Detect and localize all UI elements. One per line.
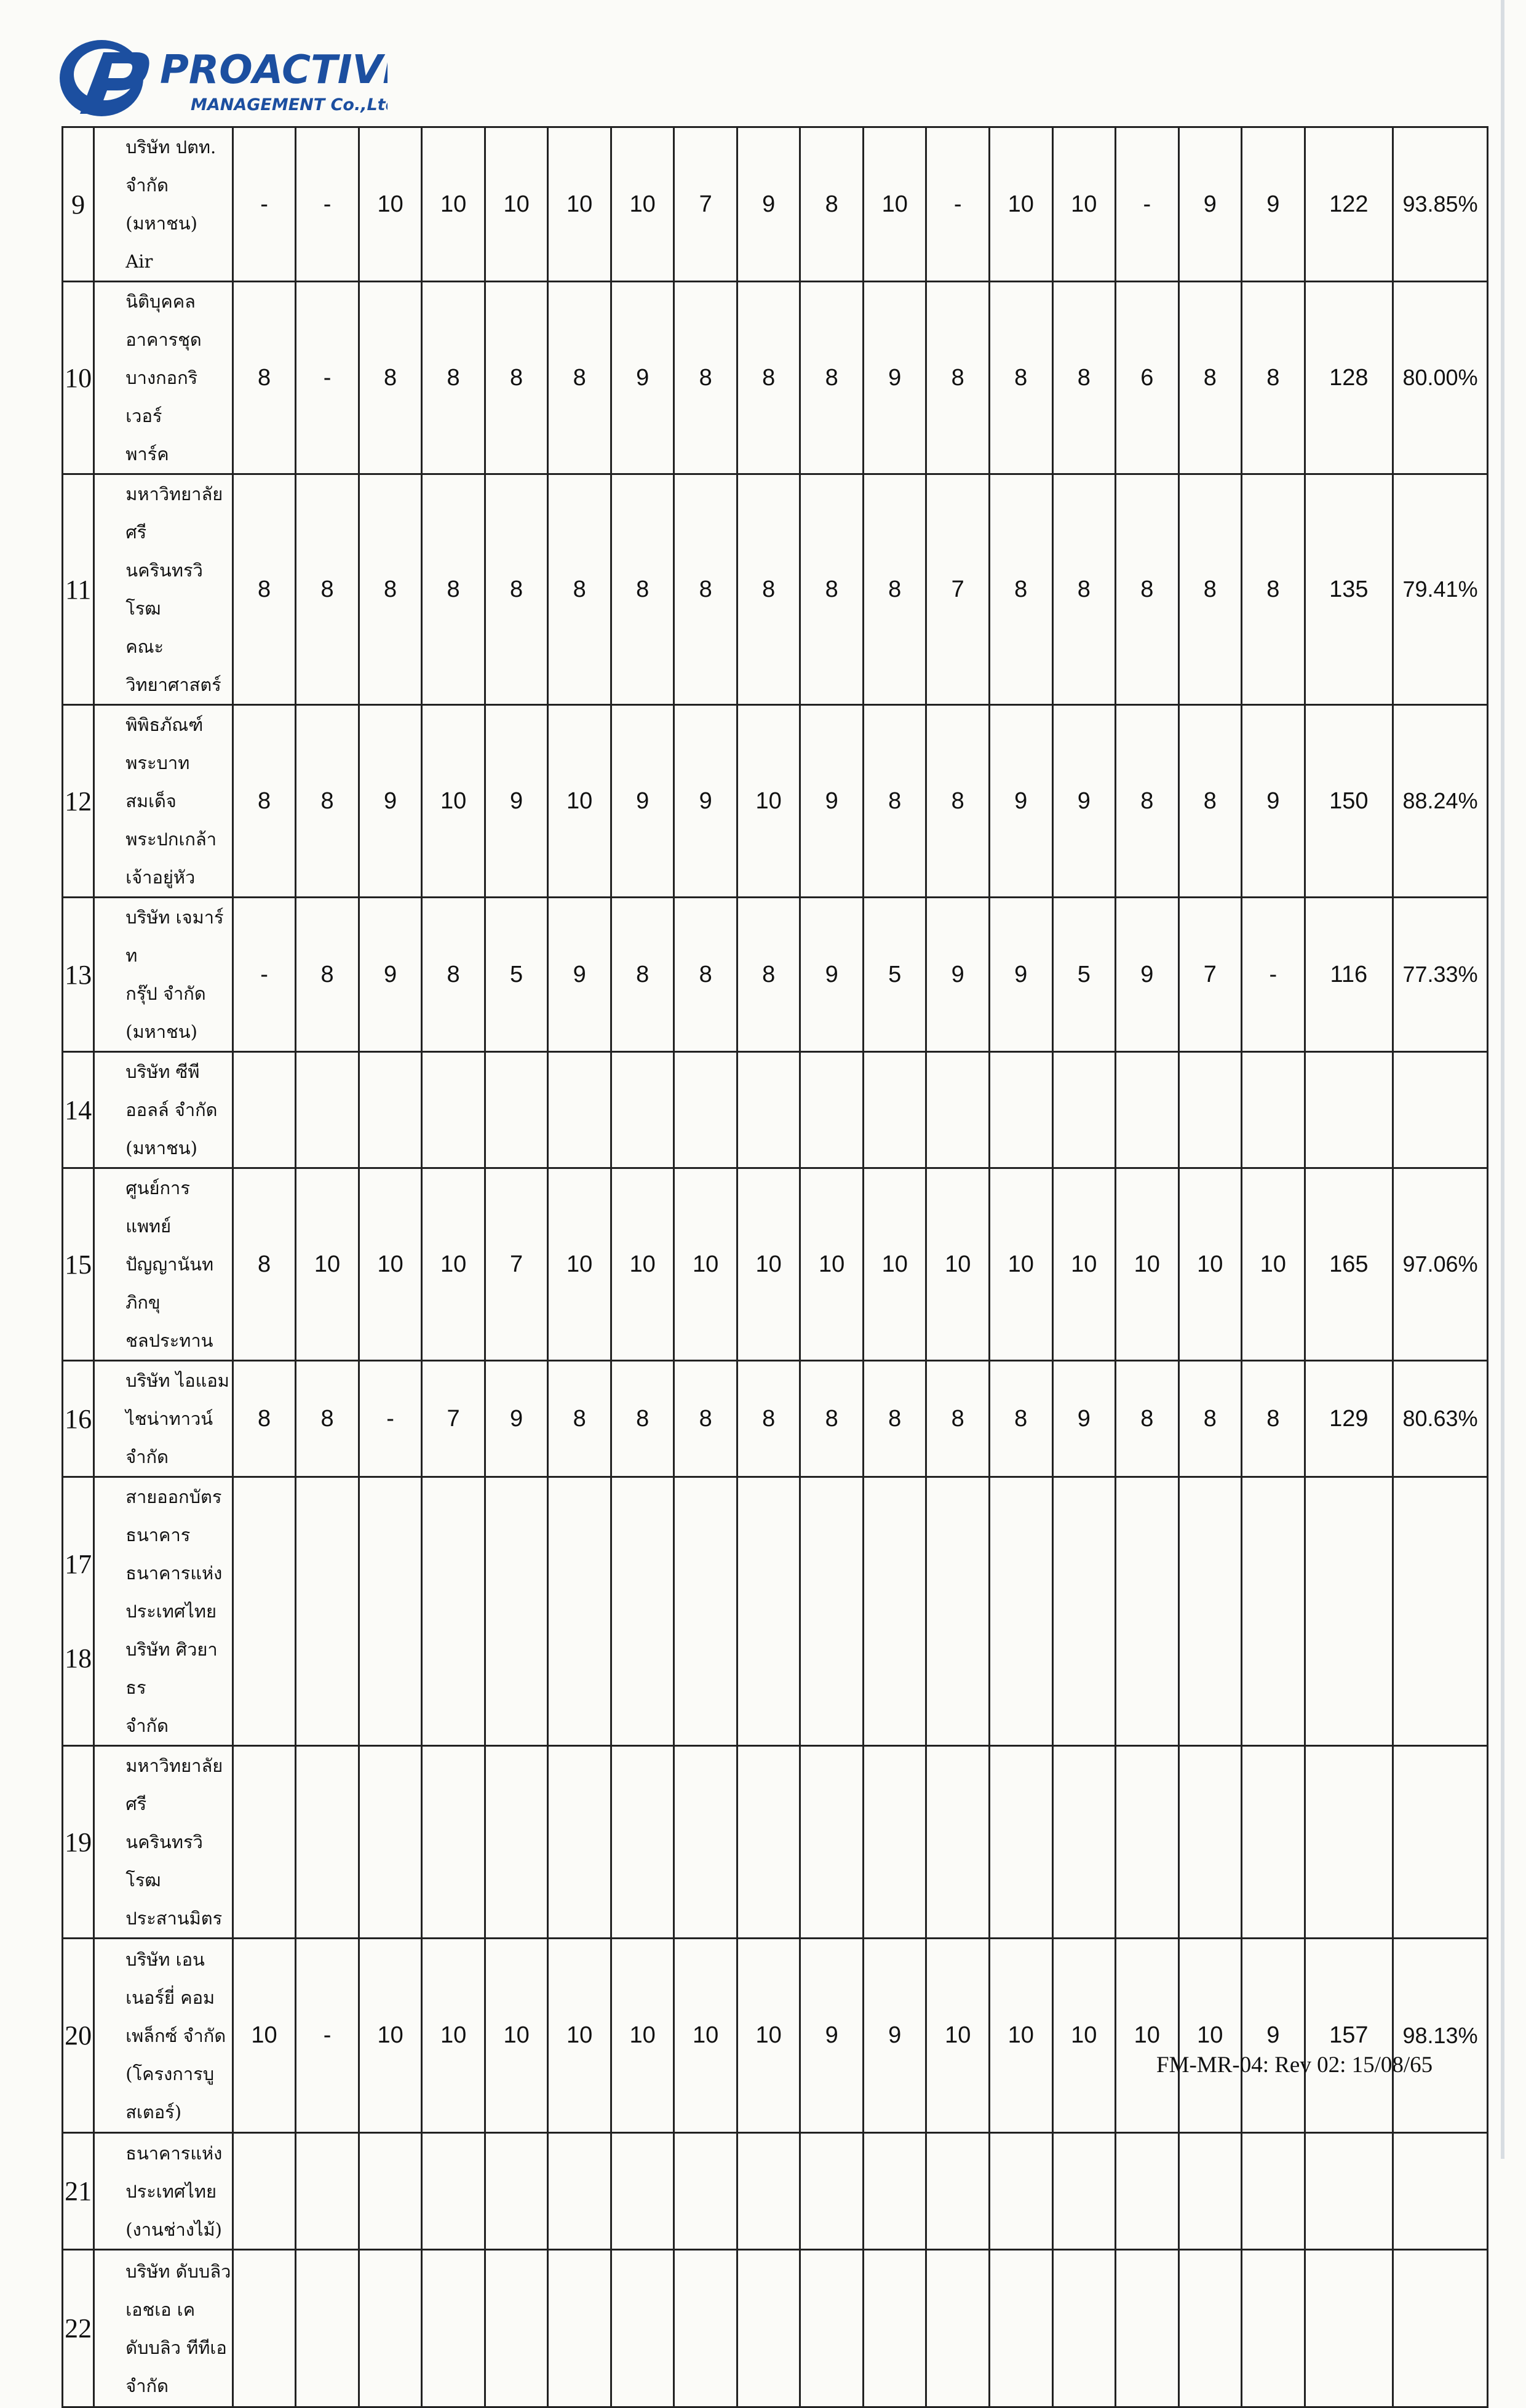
score-cell: [800, 2133, 864, 2250]
organization-name: สายออกบัตร ธนาคาร ธนาคารแห่ง ประเทศไทย บริษัท ศิวยาธร จำกัด: [94, 1477, 233, 1746]
score-cell: [548, 2133, 611, 2250]
score-cell: 10: [1052, 127, 1116, 282]
score-cell: [359, 2250, 422, 2407]
score-cell: 7: [485, 1168, 548, 1361]
score-cell: 10: [674, 1939, 737, 2133]
percentage: 79.41%: [1393, 474, 1488, 705]
score-cell: 10: [737, 705, 800, 898]
row-number: 17 18: [63, 1477, 94, 1746]
total-score: [1305, 2250, 1393, 2407]
score-cell: 10: [800, 1168, 864, 1361]
score-cell: 8: [674, 282, 737, 474]
score-cell: 8: [296, 1361, 359, 1477]
score-cell: 10: [989, 1168, 1052, 1361]
score-cell: 8: [1242, 474, 1305, 705]
score-cell: [296, 2133, 359, 2250]
score-cell: [926, 2133, 990, 2250]
score-cell: 8: [926, 705, 990, 898]
score-cell: 10: [737, 1168, 800, 1361]
score-cell: 9: [926, 898, 990, 1052]
score-cell: [674, 1746, 737, 1939]
percentage: [1393, 2133, 1488, 2250]
score-cell: [863, 2250, 926, 2407]
table-row: [63, 474, 1488, 705]
total-score: [1305, 1746, 1393, 1939]
score-cell: 10: [422, 1939, 485, 2133]
document-code: FM-MR-04: Rev 02: 15/08/65: [1156, 2052, 1433, 2078]
row-number: 15: [63, 1168, 94, 1361]
total-score: 150: [1305, 705, 1393, 898]
score-cell: [422, 1477, 485, 1746]
score-cell: 10: [548, 1168, 611, 1361]
score-cell: 8: [800, 1361, 864, 1477]
organization-name: นิติบุคคล อาคารชุด บางกอกริเวอร์ พาร์ค: [94, 282, 233, 474]
percentage: 93.85%: [1393, 127, 1488, 282]
score-cell: 8: [989, 282, 1052, 474]
score-cell: 9: [1116, 898, 1179, 1052]
score-cell: [863, 2133, 926, 2250]
score-cell: [232, 1746, 296, 1939]
score-cell: 10: [926, 1939, 990, 2133]
score-cell: -: [359, 1361, 422, 1477]
score-cell: -: [1242, 898, 1305, 1052]
score-cell: 9: [989, 705, 1052, 898]
percentage: 88.24%: [1393, 705, 1488, 898]
total-score: 122: [1305, 127, 1393, 282]
score-cell: 10: [548, 1939, 611, 2133]
score-cell: 5: [1052, 898, 1116, 1052]
table-row: [63, 1168, 1488, 1361]
score-cell: [485, 1477, 548, 1746]
score-cell: 8: [863, 1361, 926, 1477]
organization-name: พิพิธภัณฑ์ พระบาทสมเด็จ พระปกเกล้า เจ้าอยู่หัว: [94, 705, 233, 898]
logo-sub-text: MANAGEMENT Co.,Ltd.: [191, 95, 387, 114]
total-score: [1305, 1477, 1393, 1746]
score-cell: 10: [485, 127, 548, 282]
score-cell: 8: [296, 474, 359, 705]
row-number: 14: [63, 1052, 94, 1168]
score-cell: 8: [1116, 1361, 1179, 1477]
score-cell: [611, 2133, 674, 2250]
percentage: [1393, 1052, 1488, 1168]
score-cell: 10: [548, 127, 611, 282]
score-cell: [1178, 2133, 1242, 2250]
percentage: [1393, 1477, 1488, 1746]
percentage: 98.13%: [1393, 1939, 1488, 2133]
row-number: 10: [63, 282, 94, 474]
score-cell: [548, 1746, 611, 1939]
score-cell: 8: [737, 1361, 800, 1477]
score-cell: 8: [1116, 474, 1179, 705]
score-cell: [1052, 1477, 1116, 1746]
score-cell: 8: [296, 898, 359, 1052]
organization-name: ธนาคารแห่ง ประเทศไทย (งานช่างไม้): [94, 2133, 233, 2250]
table-row: [63, 705, 1488, 898]
score-cell: 8: [611, 474, 674, 705]
score-cell: 10: [674, 1168, 737, 1361]
score-cell: 8: [232, 282, 296, 474]
score-cell: 10: [232, 1939, 296, 2133]
table-row: [63, 127, 1488, 282]
score-cell: 6: [1116, 282, 1179, 474]
score-cell: 8: [737, 282, 800, 474]
score-cell: [232, 1477, 296, 1746]
score-cell: 9: [1052, 705, 1116, 898]
score-cell: 8: [232, 1168, 296, 1361]
score-cell: 10: [485, 1939, 548, 2133]
score-cell: 7: [674, 127, 737, 282]
score-cell: 10: [359, 1939, 422, 2133]
organization-name: บริษัท ซีพี ออลล์ จำกัด (มหาชน): [94, 1052, 233, 1168]
score-cell: 10: [1178, 1939, 1242, 2133]
score-cell: [737, 1052, 800, 1168]
score-cell: [1242, 1052, 1305, 1168]
percentage: 80.63%: [1393, 1361, 1488, 1477]
score-cell: 8: [422, 898, 485, 1052]
percentage: [1393, 2250, 1488, 2407]
score-cell: [485, 1746, 548, 1939]
score-cell: [611, 1477, 674, 1746]
table-row: [63, 2133, 1488, 2250]
score-cell: 9: [548, 898, 611, 1052]
score-cell: [296, 1477, 359, 1746]
score-cell: 10: [863, 127, 926, 282]
score-cell: 10: [926, 1168, 990, 1361]
score-cell: [422, 2250, 485, 2407]
score-cell: 8: [737, 474, 800, 705]
total-score: 128: [1305, 282, 1393, 474]
total-score: 135: [1305, 474, 1393, 705]
score-cell: [611, 1746, 674, 1939]
table-row: [63, 1361, 1488, 1477]
score-cell: [737, 1746, 800, 1939]
score-cell: 8: [1178, 1361, 1242, 1477]
score-cell: 7: [422, 1361, 485, 1477]
table-row: [63, 1052, 1488, 1168]
score-cell: [800, 2250, 864, 2407]
score-cell: [989, 2133, 1052, 2250]
score-cell: [800, 1746, 864, 1939]
score-cell: 10: [611, 1168, 674, 1361]
score-cell: 10: [359, 127, 422, 282]
score-cell: [548, 1052, 611, 1168]
organization-name: มหาวิทยาลัยศรี นครินทรวิโรฒ คณะ วิทยาศาสตร์: [94, 474, 233, 705]
score-cell: 8: [926, 282, 990, 474]
organization-name: บริษัท เอน เนอร์ยี่ คอม เพล็กซ์ จำกัด (โครงการบู สเตอร์): [94, 1939, 233, 2133]
score-cell: 10: [1052, 1939, 1116, 2133]
score-cell: [737, 2133, 800, 2250]
score-cell: [548, 2250, 611, 2407]
score-cell: [926, 1746, 990, 1939]
score-cell: 9: [1242, 127, 1305, 282]
score-cell: 8: [232, 474, 296, 705]
score-cell: 8: [1178, 282, 1242, 474]
row-number: 21: [63, 2133, 94, 2250]
score-cell: 8: [232, 1361, 296, 1477]
score-cell: 9: [485, 1361, 548, 1477]
row-number: 19: [63, 1746, 94, 1939]
row-number: 13: [63, 898, 94, 1052]
score-cell: [674, 1477, 737, 1746]
score-cell: 10: [1116, 1939, 1179, 2133]
score-cell: 5: [863, 898, 926, 1052]
score-cell: [800, 1477, 864, 1746]
score-cell: 9: [611, 705, 674, 898]
score-cell: 8: [359, 474, 422, 705]
row-number: 11: [63, 474, 94, 705]
score-cell: [611, 2250, 674, 2407]
score-cell: [1242, 1477, 1305, 1746]
score-cell: 10: [1116, 1168, 1179, 1361]
score-cell: 8: [359, 282, 422, 474]
score-cell: [1052, 1052, 1116, 1168]
score-cell: [1116, 1477, 1179, 1746]
score-cell: 10: [611, 1939, 674, 2133]
score-cell: 9: [485, 705, 548, 898]
score-cell: [422, 2133, 485, 2250]
score-cell: 8: [1052, 282, 1116, 474]
organization-name: ศูนย์การแพทย์ ปัญญานันท ภิกขุ ชลประทาน: [94, 1168, 233, 1361]
organization-name: บริษัท เจมาร์ท กรุ๊ป จำกัด (มหาชน): [94, 898, 233, 1052]
score-cell: [485, 2250, 548, 2407]
score-cell: 7: [1178, 898, 1242, 1052]
score-cell: 8: [674, 898, 737, 1052]
score-cell: -: [1116, 127, 1179, 282]
score-cell: [1178, 2250, 1242, 2407]
score-cell: 10: [296, 1168, 359, 1361]
score-cell: 9: [737, 127, 800, 282]
score-cell: [548, 1477, 611, 1746]
row-number: 20: [63, 1939, 94, 2133]
score-cell: [232, 2133, 296, 2250]
score-cell: 8: [1116, 705, 1179, 898]
total-score: [1305, 2133, 1393, 2250]
score-cell: 9: [1052, 1361, 1116, 1477]
score-cell: 8: [1242, 282, 1305, 474]
score-cell: 8: [548, 282, 611, 474]
score-cell: [485, 2133, 548, 2250]
score-cell: 8: [863, 705, 926, 898]
score-cell: [1178, 1477, 1242, 1746]
score-cell: [1052, 2133, 1116, 2250]
row-number: 22: [63, 2250, 94, 2407]
score-cell: 9: [611, 282, 674, 474]
score-cell: 10: [737, 1939, 800, 2133]
score-cell: 9: [1242, 1939, 1305, 2133]
score-cell: 10: [422, 705, 485, 898]
row-number: 9: [63, 127, 94, 282]
score-cell: 8: [989, 1361, 1052, 1477]
score-cell: [1178, 1052, 1242, 1168]
score-cell: [1242, 2250, 1305, 2407]
score-cell: [674, 2250, 737, 2407]
score-cell: 8: [232, 705, 296, 898]
score-cell: -: [232, 127, 296, 282]
score-cell: [359, 1477, 422, 1746]
score-cell: [1116, 1052, 1179, 1168]
score-cell: 9: [800, 1939, 864, 2133]
table-row: [63, 2250, 1488, 2407]
score-cell: [1116, 2133, 1179, 2250]
score-cell: 5: [485, 898, 548, 1052]
score-cell: 10: [359, 1168, 422, 1361]
score-cell: 8: [548, 474, 611, 705]
score-cell: 8: [800, 474, 864, 705]
score-cell: [485, 1052, 548, 1168]
score-cell: [1052, 1746, 1116, 1939]
score-cell: [422, 1746, 485, 1939]
organization-name: บริษัท ดับบลิว เอชเอ เค ดับบลิว ทีทีเอ จำกัด: [94, 2250, 233, 2407]
score-cell: 8: [926, 1361, 990, 1477]
score-cell: 10: [1178, 1168, 1242, 1361]
score-cell: [296, 1052, 359, 1168]
score-cell: [737, 1477, 800, 1746]
score-cell: [863, 1477, 926, 1746]
total-score: 157: [1305, 1939, 1393, 2133]
score-cell: 8: [800, 282, 864, 474]
score-cell: [296, 1746, 359, 1939]
score-cell: [1116, 1746, 1179, 1939]
page-edge-shadow: [1501, 0, 1504, 2159]
score-cell: [926, 2250, 990, 2407]
score-cell: [359, 1746, 422, 1939]
score-cell: 10: [1242, 1168, 1305, 1361]
score-cell: [989, 1477, 1052, 1746]
score-cell: 8: [989, 474, 1052, 705]
score-cell: [989, 1052, 1052, 1168]
score-cell: -: [296, 127, 359, 282]
total-score: 116: [1305, 898, 1393, 1052]
score-cell: 8: [422, 282, 485, 474]
logo-name-text: PROACTIVE: [160, 47, 387, 93]
table-row: [63, 1746, 1488, 1939]
score-cell: 8: [296, 705, 359, 898]
score-cell: 9: [359, 898, 422, 1052]
score-cell: 7: [926, 474, 990, 705]
percentage: 80.00%: [1393, 282, 1488, 474]
score-cell: 9: [1178, 127, 1242, 282]
score-cell: 8: [1178, 474, 1242, 705]
score-cell: [296, 2250, 359, 2407]
score-cell: [359, 1052, 422, 1168]
score-cell: 10: [611, 127, 674, 282]
table-row: [63, 1477, 1488, 1746]
score-cell: [800, 1052, 864, 1168]
score-cell: [1242, 2133, 1305, 2250]
total-score: 129: [1305, 1361, 1393, 1477]
table-row: [63, 898, 1488, 1052]
score-cell: 9: [1242, 705, 1305, 898]
score-cell: [926, 1052, 990, 1168]
score-cell: -: [926, 127, 990, 282]
score-cell: [674, 1052, 737, 1168]
score-cell: [863, 1746, 926, 1939]
score-cell: 8: [485, 474, 548, 705]
score-cell: 8: [737, 898, 800, 1052]
organization-name: บริษัท ไอแอม ไชน่าทาวน์ จำกัด: [94, 1361, 233, 1477]
percentage: 77.33%: [1393, 898, 1488, 1052]
score-cell: 10: [422, 1168, 485, 1361]
row-number: 16: [63, 1361, 94, 1477]
score-cell: [232, 1052, 296, 1168]
row-number: 12: [63, 705, 94, 898]
score-cell: 8: [863, 474, 926, 705]
score-cell: 10: [1052, 1168, 1116, 1361]
organization-name: บริษัท ปตท. จำกัด (มหาชน) Air: [94, 127, 233, 282]
score-cell: 8: [800, 127, 864, 282]
score-cell: 8: [1052, 474, 1116, 705]
score-cell: 8: [611, 1361, 674, 1477]
score-cell: [989, 2250, 1052, 2407]
percentage: 97.06%: [1393, 1168, 1488, 1361]
score-cell: 10: [422, 127, 485, 282]
score-cell: 9: [674, 705, 737, 898]
score-cell: 8: [611, 898, 674, 1052]
score-cell: 8: [1242, 1361, 1305, 1477]
score-cell: 9: [800, 898, 864, 1052]
score-cell: [737, 2250, 800, 2407]
score-cell: 8: [1178, 705, 1242, 898]
score-cell: -: [232, 898, 296, 1052]
score-cell: 8: [674, 1361, 737, 1477]
score-cell: -: [296, 1939, 359, 2133]
score-cell: 9: [863, 1939, 926, 2133]
score-cell: 8: [485, 282, 548, 474]
score-cell: [926, 1477, 990, 1746]
total-score: [1305, 1052, 1393, 1168]
score-cell: [989, 1746, 1052, 1939]
score-cell: [1116, 2250, 1179, 2407]
score-cell: [359, 2133, 422, 2250]
total-score: 165: [1305, 1168, 1393, 1361]
score-cell: 9: [359, 705, 422, 898]
score-cell: [1052, 2250, 1116, 2407]
score-cell: -: [296, 282, 359, 474]
score-cell: 9: [863, 282, 926, 474]
score-cell: [422, 1052, 485, 1168]
table-row: [63, 1939, 1488, 2133]
score-cell: 9: [989, 898, 1052, 1052]
score-cell: 10: [863, 1168, 926, 1361]
score-cell: [232, 2250, 296, 2407]
percentage: [1393, 1746, 1488, 1939]
score-cell: [674, 2133, 737, 2250]
score-cell: 8: [548, 1361, 611, 1477]
score-cell: 9: [800, 705, 864, 898]
score-cell: [863, 1052, 926, 1168]
score-cell: [1242, 1746, 1305, 1939]
score-cell: 8: [422, 474, 485, 705]
organization-name: มหาวิทยาลัยศรี นครินทรวิโรฒ ประสานมิตร: [94, 1746, 233, 1939]
score-cell: [1178, 1746, 1242, 1939]
score-cell: 10: [548, 705, 611, 898]
score-cell: 10: [989, 127, 1052, 282]
score-cell: 10: [989, 1939, 1052, 2133]
score-cell: 8: [674, 474, 737, 705]
company-logo: [55, 34, 387, 120]
score-cell: [611, 1052, 674, 1168]
table-row: [63, 282, 1488, 474]
